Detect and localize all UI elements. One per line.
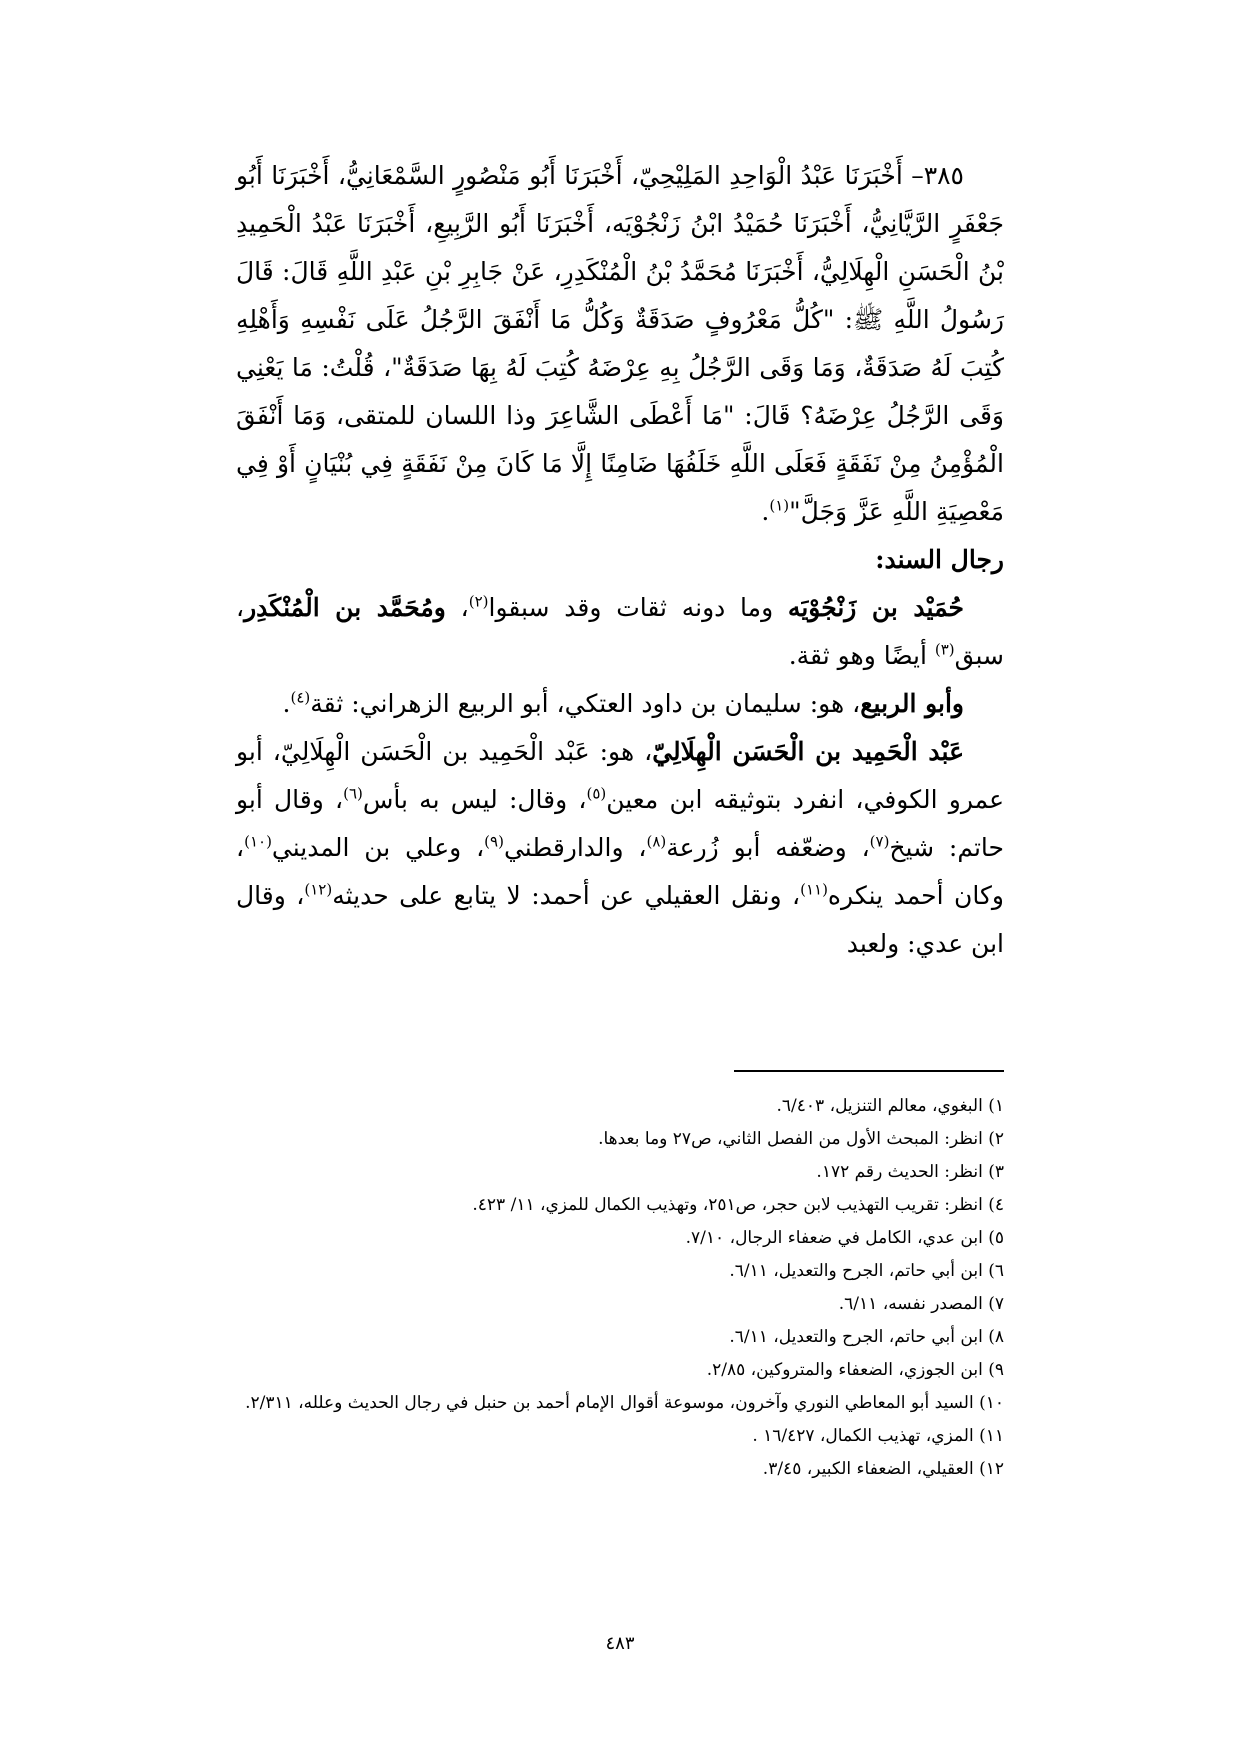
narrators-paragraph-3: عَبْد الْحَمِيد بن الْحَسَن الْهِلَالِيّ، هو: عَبْد الْحَمِيد بن الْحَسَن الْهِلَالِيّ، أبو عمرو الكوفي، انفرد بتوثيقه ابن معين$^{(٥)}$، وقال: ليس به بأس$^{(٦)}$، وقال أبو حاتم: شيخ$^{(٧)}$، وضعّفه أبو زُرعة$^{(٨)}$، والدارقطني$^{(٩)}$، وعلي بن المديني$^{(١٠)}$، وكان أحمد ينكره$^{(١١)}$، ونقل العقيلي عن أحمد: لا يتابع على حديثه$^{(١٢)}$، وقال ابن عدي: ولعبد xyxy=(236,737,1005,958)
page-number: ٤٨٣ xyxy=(605,1633,635,1654)
footnote-item: ١١) المزي، تهذيب الكمال، ١٦/٤٢٧ . xyxy=(752,1426,1004,1446)
narrator-name: وأبو الربيع xyxy=(860,689,964,718)
footnote-item: ١٢) العقيلي، الضعفاء الكبير، ٣/٤٥. xyxy=(762,1459,1004,1479)
footnote-ref[interactable]: (٧) xyxy=(869,832,890,851)
sanad-heading: رجال السند: xyxy=(875,545,1004,574)
footnote-ref[interactable]: (١٢) xyxy=(304,880,333,899)
footnote-item: ٥) ابن عدي، الكامل في ضعفاء الرجال، ٧/١٠. xyxy=(685,1228,1004,1248)
narrators-paragraph-2: وأبو الربيع، هو: سليمان بن داود العتكي، أبو الربيع الزهراني: ثقة$^{(٤)}$. xyxy=(282,688,964,718)
hadith-text: أَخْبَرَنَا عَبْدُ الْوَاحِدِ المَلِيْحِيّ، أَخْبَرَنَا أَبُو مَنْصُورٍ السَّمْعَانِيُّ، أَخْبَرَنَا أَبُو جَعْفَرٍ الرَّيَّانِيُّ، أَخْبَرَنَا حُمَيْدُ ابْنُ زَنْجُوْيَه، أَخْبَرَنَا أَبُو الرَّبِيعِ، أَخْبَرَنَا عَبْدُ الْحَمِيدِ بْنُ الْحَسَنِ الْهِلَالِيُّ، أَخْبَرَنَا مُحَمَّدُ بْنُ الْمُنْكَدِرِ، عَنْ جَابِرِ بْنِ عَبْدِ اللَّهِ قَالَ: قَالَ رَسُولُ اللَّهِ ﷺ: "كُلُّ مَعْرُوفٍ صَدَقَةٌ وَكُلُّ مَا أَنْفَقَ الرَّجُلُ عَلَى نَفْسِهِ وَأَهْلِهِ كُتِبَ لَهُ صَدَقَةٌ، وَمَا وَقَى الرَّجُلُ بِهِ عِرْضَهُ كُتِبَ لَهُ بِهَا صَدَقَةٌ"، قُلْتُ: مَا يَعْنِي وَقَى الرَّجُلُ عِرْضَهُ؟ قَالَ: "مَا أَعْطَى الشَّاعِرَ وذا اللسان للمتقى، وَمَا أَنْفَقَ الْمُؤْمِنُ مِنْ نَفَقَةٍ فَعَلَى اللَّهِ خَلَفُهَا ضَامِنًا إِلَّا مَا كَانَ مِنْ نَفَقَةٍ فِي بُنْيَانٍ أَوْ فِي مَعْصِيَةِ اللَّهِ عَزَّ وَجَلَّ" xyxy=(236,161,1004,526)
footnotes xyxy=(164,1090,1004,1486)
footnote-item: ٩) ابن الجوزي، الضعفاء والمتروكين، ٢/٨٥. xyxy=(706,1360,1004,1380)
hadith-number: ٣٨٥– xyxy=(911,161,964,190)
footnote-ref[interactable]: (١٠) xyxy=(244,832,272,851)
footnote-item: ٧) المصدر نفسه، ٦/١١. xyxy=(838,1294,1004,1314)
footnote-ref[interactable]: (٣) xyxy=(934,640,955,659)
footnote-ref[interactable]: (٥) xyxy=(586,784,607,803)
narrator-name: عَبْد الْحَمِيد بن الْحَسَن الْهِلَالِيّ xyxy=(652,737,964,766)
footnote-item: ١٠) السيد أبو المعاطي النوري وآخرون، موسوعة أقوال الإمام أحمد بن حنبل في رجال الحديث وعلله، ٢/٣١١. xyxy=(245,1393,1004,1413)
footnote-item: ٣) انظر: الحديث رقم ١٧٢. xyxy=(816,1162,1004,1182)
footnote-item: ٤) انظر: تقريب التهذيب لابن حجر، ص٢٥١، وتهذيب الكمال للمزي، ١١/ ٤٢٣. xyxy=(472,1195,1004,1215)
footnote-item: ٢) انظر: المبحث الأول من الفصل الثاني، ص٢٧ وما بعدها. xyxy=(598,1129,1004,1149)
footnote-item: ١) البغوي، معالم التنزيل، ٦/٤٠٣. xyxy=(776,1096,1004,1116)
footnote-ref[interactable]: (٢) xyxy=(468,592,489,611)
narrators-paragraph-1: حُمَيْد بن زَنْجُوْيَه وما دونه ثقات وقد سبقوا$^{(٢)}$، ومُحَمَّد بن الْمُنْكَدِر، سبق$^{(٣)}$ أيضًا وهو ثقة. xyxy=(236,592,1004,670)
footnote-ref[interactable]: (١١) xyxy=(800,880,828,899)
footnote-ref[interactable]: (١) xyxy=(769,496,790,515)
footnote-ref[interactable]: (٨) xyxy=(646,832,667,851)
footnote-item: ٦) ابن أبي حاتم، الجرح والتعديل، ٦/١١. xyxy=(729,1261,1004,1281)
hadith-paragraph: ٣٨٥– أَخْبَرَنَا عَبْدُ الْوَاحِدِ المَلِيْحِيّ، أَخْبَرَنَا أَبُو مَنْصُورٍ السَّمْعَانِيُّ، أَخْبَرَنَا أَبُو جَعْفَرٍ الرَّيَّانِيُّ، أَخْبَرَنَا حُمَيْدُ ابْنُ زَنْجُوْيَه، أَخْبَرَنَا أَبُو الرَّبِيعِ، أَخْبَرَنَا عَبْدُ الْحَمِيدِ بْنُ الْحَسَنِ الْهِلَالِيُّ، أَخْبَرَنَا مُحَمَّدُ بْنُ الْمُنْكَدِرِ، عَنْ جَابِرِ بْنِ عَبْدِ اللَّهِ قَالَ: قَالَ رَسُولُ اللَّهِ ﷺ: "كُلُّ مَعْرُوفٍ صَدَقَةٌ وَكُلُّ مَا أَنْفَقَ الرَّجُلُ عَلَى نَفْسِهِ وَأَهْلِهِ كُتِبَ لَهُ صَدَقَةٌ، وَمَا وَقَى الرَّجُلُ بِهِ عِرْضَهُ كُتِبَ لَهُ بِهَا صَدَقَةٌ"، قُلْتُ: مَا يَعْنِي وَقَى الرَّجُلُ عِرْضَهُ؟ قَالَ: "مَا أَعْطَى الشَّاعِرَ وذا اللسان للمتقى، وَمَا أَنْفَقَ الْمُؤْمِنُ مِنْ نَفَقَةٍ فَعَلَى اللَّهِ خَلَفُهَا ضَامِنًا إِلَّا مَا كَانَ مِنْ نَفَقَةٍ فِي بُنْيَانٍ أَوْ فِي مَعْصِيَةِ اللَّهِ عَزَّ وَجَلَّ"$^{(١)}$. xyxy=(236,161,1004,526)
footnote-ref[interactable]: (٤) xyxy=(290,688,311,707)
main-text xyxy=(236,152,1004,968)
narrator-name: حُمَيْد بن زَنْجُوْيَه xyxy=(787,593,964,622)
footnote-ref[interactable]: (٩) xyxy=(484,832,504,851)
footnote-item: ٨) ابن أبي حاتم، الجرح والتعديل، ٦/١١. xyxy=(729,1327,1004,1347)
footnote-ref[interactable]: (٦) xyxy=(343,784,363,803)
narrator-name: ومُحَمَّد بن الْمُنْكَدِر xyxy=(244,593,446,622)
footnote-separator xyxy=(734,1070,1004,1072)
